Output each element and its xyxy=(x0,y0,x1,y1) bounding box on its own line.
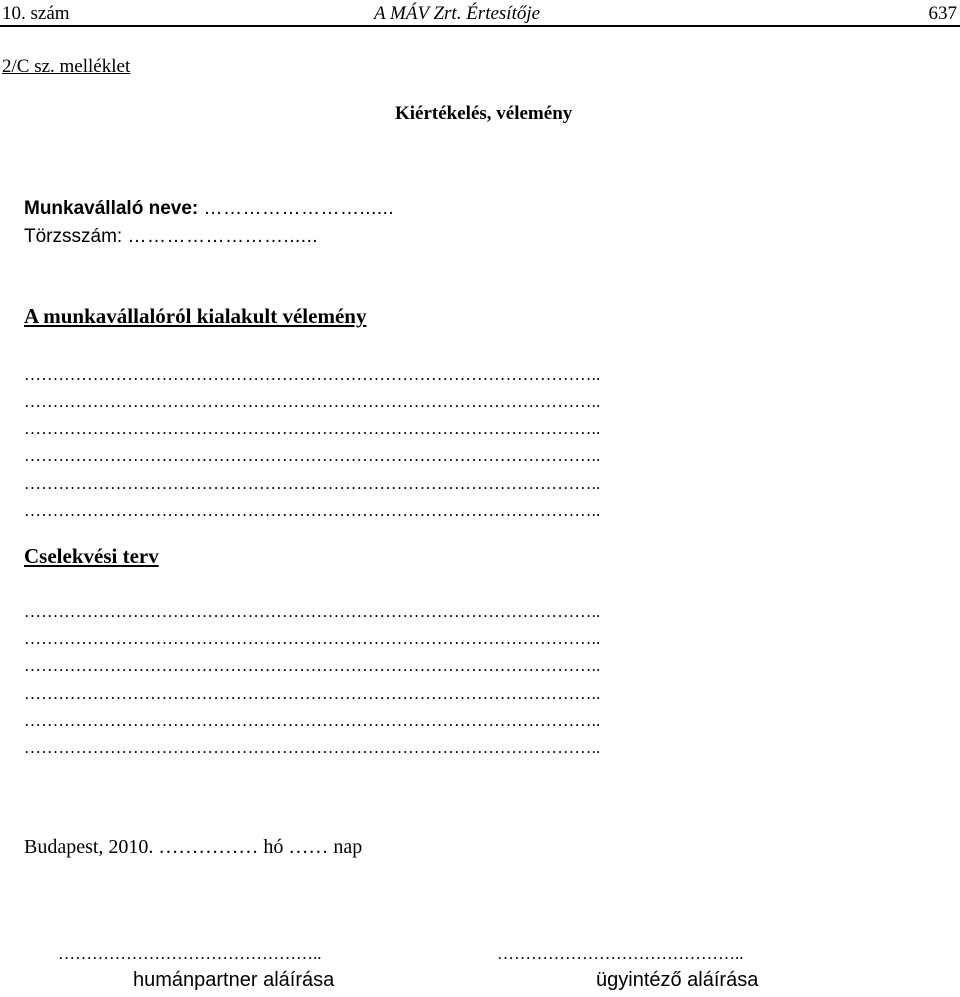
employee-name-label: Munkavállaló neve: xyxy=(24,198,199,219)
action-plan-heading: Cselekvési terv xyxy=(24,544,159,568)
action-plan-line[interactable]: ……………………………………………………………………………………….. xyxy=(24,684,601,703)
employee-name-blank[interactable]: ……………………...... xyxy=(203,198,395,219)
place-date-line[interactable]: Budapest, 2010. …………… hó …… nap xyxy=(24,836,363,858)
personnel-number-blank[interactable]: ……………………...... xyxy=(127,226,319,247)
hr-partner-signature-blank[interactable]: ……………………………………….. xyxy=(58,944,322,963)
header-rule xyxy=(0,25,960,27)
personnel-number-label: Törzsszám: xyxy=(24,226,123,247)
opinion-line[interactable]: ……………………………………………………………………………………….. xyxy=(24,501,601,520)
opinion-line[interactable]: ……………………………………………………………………………………….. xyxy=(24,474,601,493)
personnel-number-row xyxy=(24,226,318,248)
annex-label: 2/C sz. melléklet xyxy=(2,56,131,77)
action-plan-line[interactable]: ……………………………………………………………………………………….. xyxy=(24,602,601,621)
form-title: Kiértékelés, vélemény xyxy=(395,103,573,124)
administrator-signature-label: ügyintéző aláírása xyxy=(596,969,759,991)
opinion-line[interactable]: ……………………………………………………………………………………….. xyxy=(24,365,601,384)
opinion-line[interactable]: ……………………………………………………………………………………….. xyxy=(24,392,601,411)
issue-number: 10. szám xyxy=(2,3,70,24)
page-number: 637 xyxy=(928,3,957,24)
publication-title: A MÁV Zrt. Értesítője xyxy=(374,3,541,24)
action-plan-line[interactable]: ……………………………………………………………………………………….. xyxy=(24,711,601,730)
employee-name-row xyxy=(24,198,394,220)
opinion-line[interactable]: ……………………………………………………………………………………….. xyxy=(24,446,601,465)
action-plan-line[interactable]: ……………………………………………………………………………………….. xyxy=(24,656,601,675)
administrator-signature-blank[interactable]: …………………………………….. xyxy=(497,944,744,963)
action-plan-line[interactable]: ……………………………………………………………………………………….. xyxy=(24,629,601,648)
action-plan-line[interactable]: ……………………………………………………………………………………….. xyxy=(24,738,601,757)
opinion-line[interactable]: ……………………………………………………………………………………….. xyxy=(24,419,601,438)
opinion-heading: A munkavállalóról kialakult vélemény xyxy=(24,304,367,328)
hr-partner-signature-label: humánpartner aláírása xyxy=(133,969,335,991)
